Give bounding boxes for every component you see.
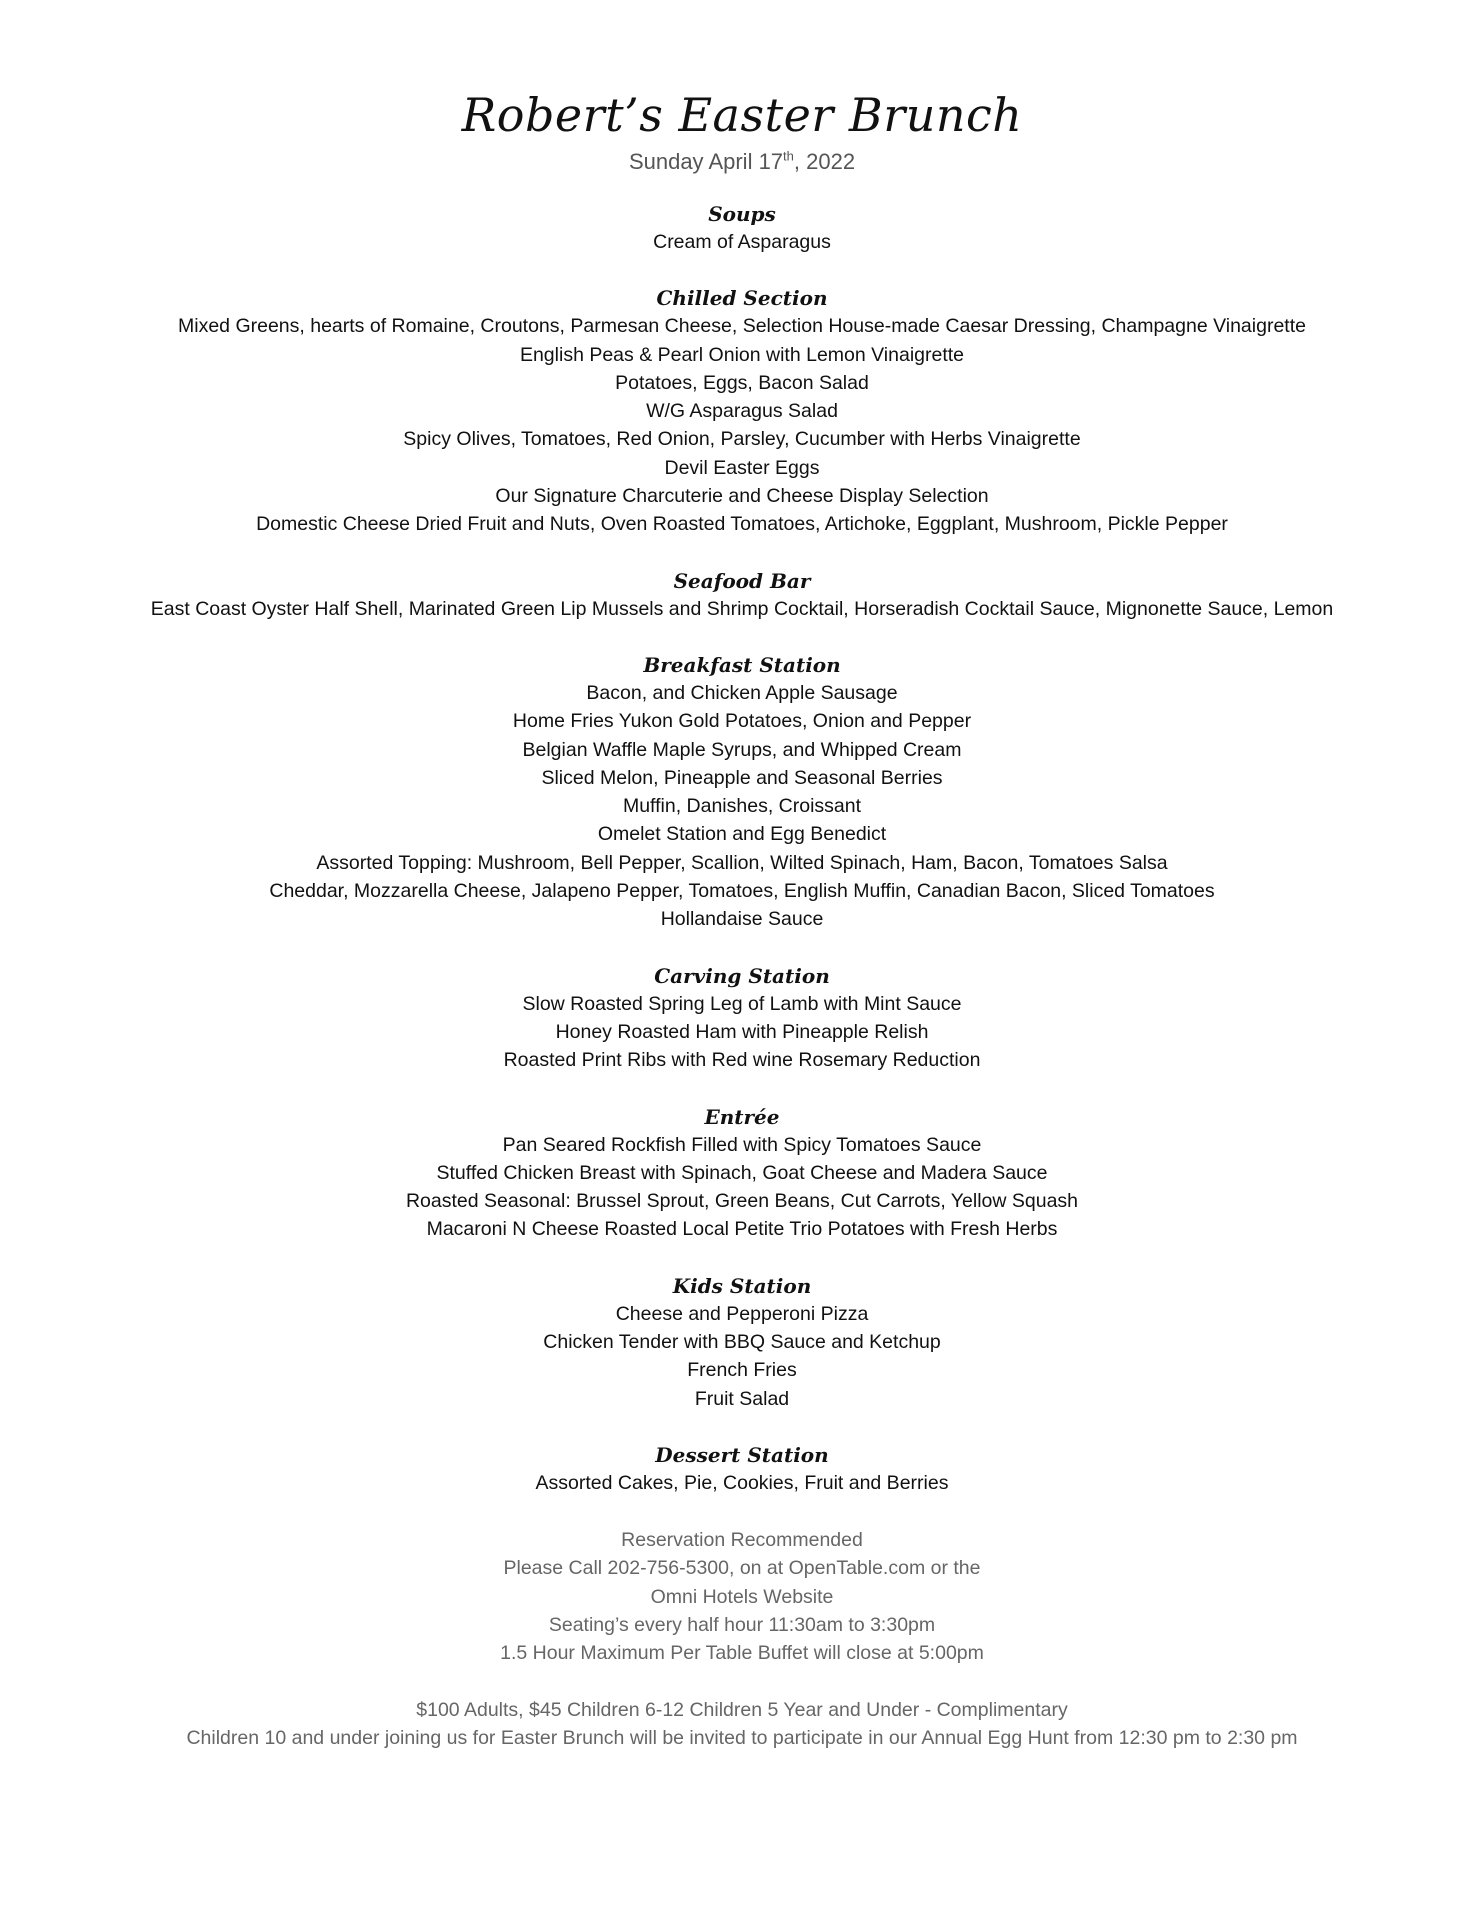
- menu-item: Slow Roasted Spring Leg of Lamb with Mint Sauce: [522, 992, 962, 1015]
- menu-item: Belgian Waffle Maple Syrups, and Whipped Cream: [522, 738, 962, 761]
- menu-item: Roasted Seasonal: Brussel Sprout, Green Beans, Cut Carrots, Yellow Squash: [405, 1190, 1079, 1213]
- menu-item: Assorted Cakes, Pie, Cookies, Fruit and Berries: [535, 1471, 949, 1494]
- event-date: [0, 147, 1484, 177]
- section-carving: [0, 962, 1484, 1075]
- section-heading: Chilled Section: [656, 286, 828, 311]
- reservation-line: 1.5 Hour Maximum Per Table Buffet will close at 5:00pm: [500, 1642, 984, 1665]
- reservation-line: Omni Hotels Website: [650, 1585, 834, 1608]
- menu-item: Stuffed Chicken Breast with Spinach, Goat Cheese and Madera Sauce: [436, 1161, 1048, 1184]
- menu-item: Spicy Olives, Tomatoes, Red Onion, Parsley, Cucumber with Herbs Vinaigrette: [403, 428, 1081, 451]
- section-seafood: [0, 567, 1484, 623]
- section-heading: Dessert Station: [655, 1442, 829, 1467]
- menu-item: Muffin, Danishes, Croissant: [622, 795, 862, 818]
- menu-item: Cheddar, Mozzarella Cheese, Jalapeno Pepper, Tomatoes, English Muffin, Canadian Bacon, Sliced Tomatoes: [269, 880, 1215, 903]
- section-heading: Kids Station: [672, 1273, 812, 1298]
- menu-item: Bacon, and Chicken Apple Sausage: [586, 681, 898, 704]
- reservation-info: [0, 1526, 1484, 1667]
- section-kids: [0, 1272, 1484, 1413]
- menu-item: Fruit Salad: [694, 1387, 790, 1410]
- section-entree: [0, 1103, 1484, 1244]
- reservation-line: Seating’s every half hour 11:30am to 3:30pm: [548, 1613, 936, 1636]
- pricing-line: $100 Adults, $45 Children 6-12 Children 5 Year and Under - Complimentary: [416, 1699, 1068, 1721]
- menu-item: Cheese and Pepperoni Pizza: [615, 1302, 869, 1325]
- menu-item: French Fries: [687, 1359, 797, 1382]
- section-heading: Breakfast Station: [643, 652, 841, 677]
- menu-item: Chicken Tender with BBQ Sauce and Ketchup: [543, 1331, 941, 1354]
- menu-item: Macaroni N Cheese Roasted Local Petite Trio Potatoes with Fresh Herbs: [426, 1218, 1058, 1241]
- menu-item: Devil Easter Eggs: [664, 456, 820, 479]
- menu-item: Omelet Station and Egg Benedict: [597, 823, 887, 846]
- section-heading: Carving Station: [654, 963, 830, 988]
- date-ordinal: th: [783, 148, 794, 164]
- section-dessert: [0, 1441, 1484, 1497]
- section-chilled: [0, 284, 1484, 538]
- pricing-info: [0, 1696, 1484, 1753]
- menu-sections: [0, 200, 1484, 1525]
- section-soups: [0, 200, 1484, 256]
- reservation-line: Reservation Recommended: [621, 1529, 863, 1551]
- menu-item: English Peas & Pearl Onion with Lemon Vinaigrette: [519, 343, 965, 366]
- section-heading: Soups: [708, 202, 776, 226]
- menu-item: Home Fries Yukon Gold Potatoes, Onion and Pepper: [512, 710, 972, 733]
- menu-item: Assorted Topping: Mushroom, Bell Pepper, Scallion, Wilted Spinach, Ham, Bacon, Tomatoes Salsa: [316, 851, 1168, 874]
- date-year: , 2022: [793, 149, 856, 174]
- menu-item: Mixed Greens, hearts of Romaine, Croutons, Parmesan Cheese, Selection House-made Caesar Dressing, Champagne Vinaigrette: [178, 315, 1306, 338]
- menu-item: Pan Seared Rockfish Filled with Spicy Tomatoes Sauce: [502, 1133, 982, 1156]
- menu-item: Cream of Asparagus: [653, 231, 831, 253]
- reservation-line: Please Call 202-756-5300, on at OpenTable.com or the: [503, 1557, 981, 1580]
- section-heading: Entrée: [704, 1104, 780, 1129]
- page-title: Robert’s Easter Brunch: [461, 88, 1023, 142]
- menu-item: Our Signature Charcuterie and Cheese Display Selection: [495, 485, 989, 508]
- menu-item: Roasted Print Ribs with Red wine Rosemary Reduction: [503, 1049, 981, 1072]
- date-text: Sunday April 17: [628, 149, 784, 174]
- menu-item: Domestic Cheese Dried Fruit and Nuts, Oven Roasted Tomatoes, Artichoke, Eggplant, Mushroom, Pickle Pepper: [256, 513, 1228, 536]
- menu-item: Honey Roasted Ham with Pineapple Relish: [555, 1020, 929, 1043]
- menu-item: W/G Asparagus Salad: [646, 400, 838, 423]
- menu-item: East Coast Oyster Half Shell, Marinated Green Lip Mussels and Shrimp Cocktail, Horseradish Cocktail Sauce, Mignonette Sauce, Lemon: [150, 597, 1334, 620]
- menu-item: Hollandaise Sauce: [660, 908, 824, 931]
- menu-item: Sliced Melon, Pineapple and Seasonal Berries: [541, 766, 943, 789]
- section-heading: Seafood Bar: [673, 568, 811, 593]
- menu-item: Potatoes, Eggs, Bacon Salad: [615, 371, 869, 394]
- section-breakfast: [0, 651, 1484, 934]
- pricing-line: Children 10 and under joining us for Easter Brunch will be invited to participate in our Annual Egg Hunt from 12:30 pm to 2:30 pm: [186, 1727, 1298, 1750]
